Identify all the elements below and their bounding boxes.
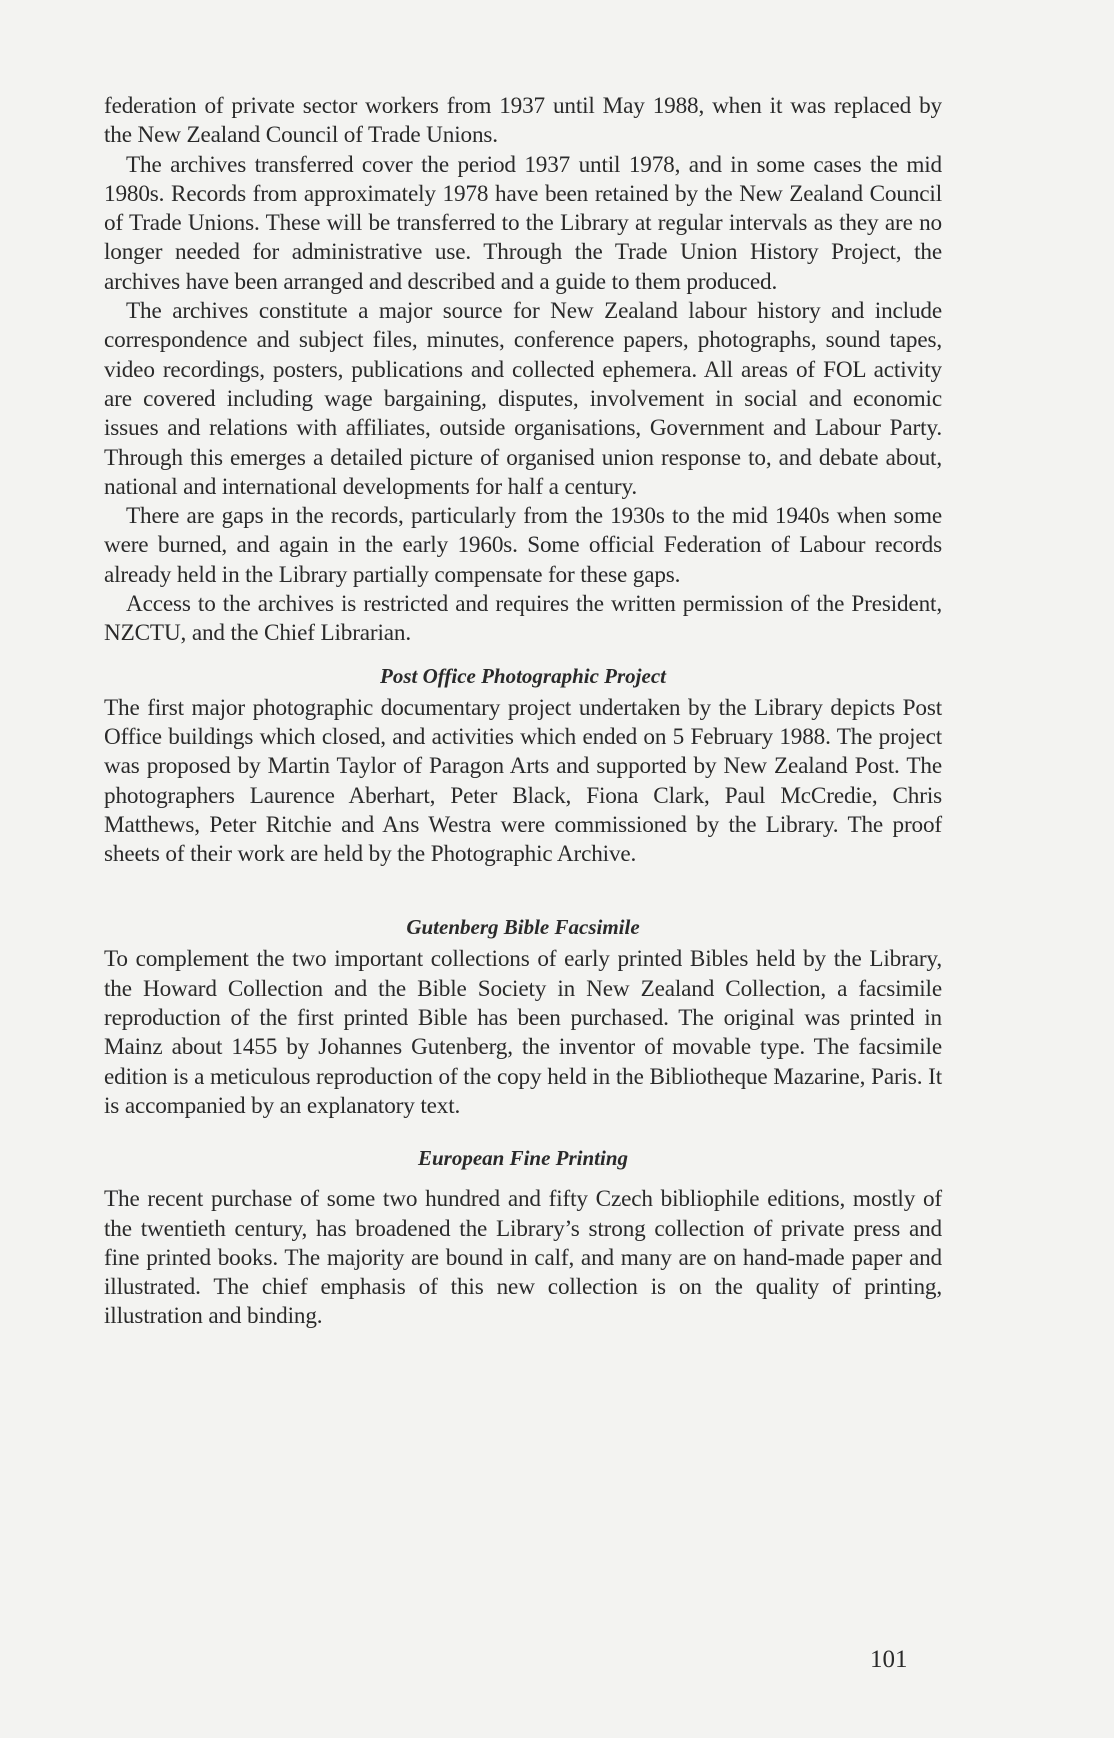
section-body-european-printing: The recent purchase of some two hundred and fifty Czech bibliophile editions, mostly of the twentieth century, has broadened the Library’s strong collection of private press and fine printed books. The majority are bound in calf, and many are on hand-made paper and illustrated. The chief emphasis of this new collection is on the quality of printing, illustration and binding.: [104, 1186, 942, 1330]
section-heading-european-printing: European Fine Printing: [417, 1146, 629, 1171]
section-heading-post-office: Post Office Photographic Project: [380, 663, 666, 688]
document-page: [104, 92, 942, 1332]
section-body-gutenberg: To complement the two important collections of early printed Bibles held by the Library, the Howard Collection and the Bible Society in New Zealand Collection, a facsimile reproduction of the first printed Bible has been purchased. The original was printed in Mainz about 1455 by Johannes Gutenberg, the inventor of movable type. The facsimile edition is a meticulous reproduction of the copy held in the Bibliotheque Mazarine, Paris. It is accompanied by an explanatory text.: [104, 946, 942, 1119]
paragraph-archives-source: The archives constitute a major source for New Zealand labour history and include correspondence and subject files, minutes, conference papers, photographs, sound tapes, video recordings, posters, publications and collected ephemera. All areas of FOL activity are covered including wage bargaining, disputes, involvement in social and economic issues and relations with affiliates, outside organisations, Government and Labour Party. Through this emerges a detailed picture of organised union response to, and debate about, national and international developments for half a century.: [104, 298, 942, 500]
paragraph-archives-transferred: The archives transferred cover the period 1937 until 1978, and in some cases the mid 1980s. Records from approximately 1978 have been retained by the New Zealand Council of Trade Unions. These will be transferred to the Library at regular intervals as they are no longer needed for administrative use. Through the Trade Union History Project, the archives have been arranged and described and a guide to them produced.: [104, 151, 942, 295]
section-body-post-office: The first major photographic documentary project undertaken by the Library depicts Post Office buildings which closed, and activities which ended on 5 February 1988. The project was proposed by Martin Taylor of Paragon Arts and supported by New Zealand Post. The photographers Laurence Aberhart, Peter Black, Fiona Clark, Paul McCredie, Chris Matthews, Peter Ritchie and Ans Westra were commissioned by the Library. The proof sheets of their work are held by the Photographic Archive.: [104, 694, 942, 868]
page-number: 101: [870, 1646, 908, 1673]
paragraph-archives-access: Access to the archives is restricted and requires the written permission of the President, NZCTU, and the Chief Librarian.: [104, 591, 942, 647]
section-heading-gutenberg: Gutenberg Bible Facsimile: [406, 915, 640, 940]
paragraph-fol-federation: federation of private sector workers from 1937 until May 1988, when it was replaced by the New Zealand Council of Trade Unions.: [104, 93, 942, 149]
paragraph-records-gaps: There are gaps in the records, particularly from the 1930s to the mid 1940s when some were burned, and again in the early 1960s. Some official Federation of Labour records already held in the Library partially compensate for these gaps.: [104, 503, 942, 588]
